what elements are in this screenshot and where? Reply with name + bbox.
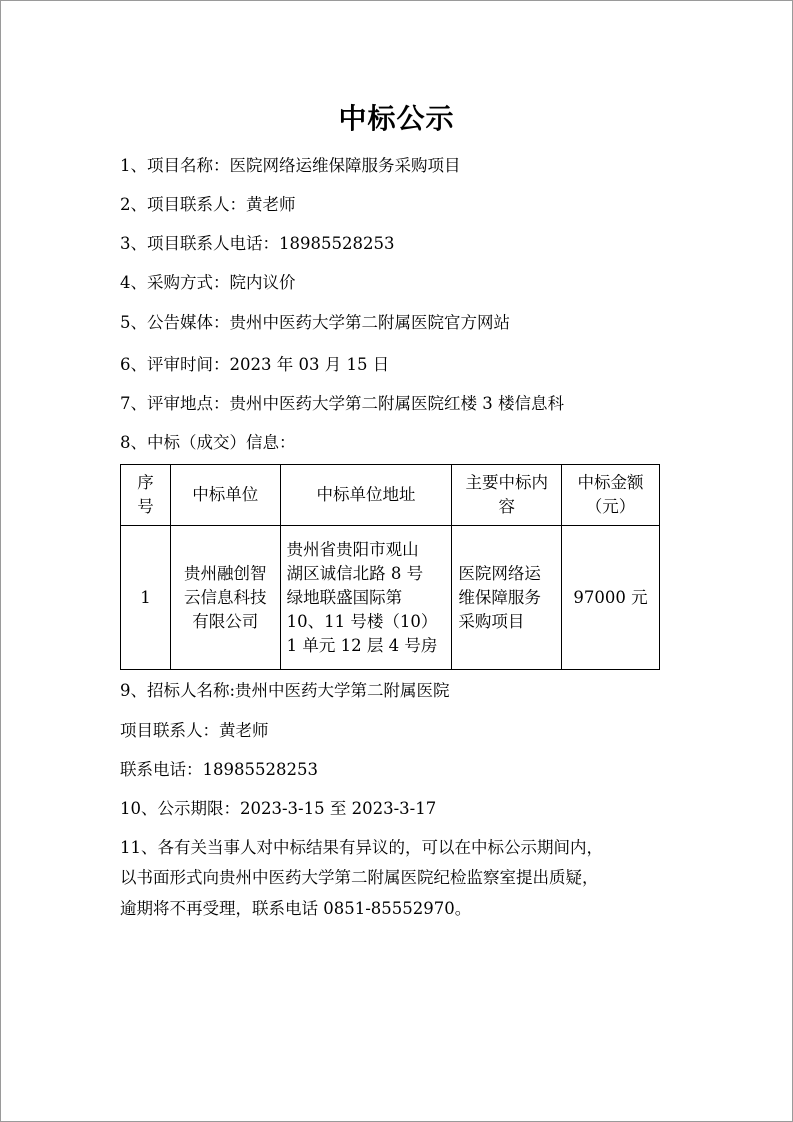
cell-amount: 97000 元 xyxy=(562,526,660,670)
item-contact-phone: 3、项目联系人电话：18985528253 xyxy=(120,234,395,253)
cell-seq: 1 xyxy=(121,526,171,670)
tender-period: 10、公示期限：2023-3-15 至 2023-3-17 xyxy=(120,799,437,818)
item-review-time: 6、评审时间：2023 年 03 月 15 日 xyxy=(120,355,390,374)
cell-unit: 贵州融创智 云信息科技 有限公司 xyxy=(170,526,280,670)
item-review-place: 7、评审地点：贵州中医药大学第二附属医院红楼 3 楼信息科 xyxy=(120,394,564,413)
item-contact: 2、项目联系人：黄老师 xyxy=(120,195,296,214)
header-seq: 序 号 xyxy=(121,465,171,526)
award-table xyxy=(120,464,660,670)
objection-line-3: 逾期将不再受理，联系电话 0851-85552970。 xyxy=(120,899,472,918)
cell-address: 贵州省贵阳市观山 湖区诚信北路 8 号 绿地联盛国际第 10、11 号楼（10） 1 单元 12 层 4 号房 xyxy=(280,526,452,670)
table-row xyxy=(121,526,660,670)
tender-name: 9、招标人名称:贵州中医药大学第二附属医院 xyxy=(120,681,450,700)
item-method: 4、采购方式：院内议价 xyxy=(120,273,296,292)
cell-content: 医院网络运 维保障服务 采购项目 xyxy=(452,526,562,670)
objection-line-1: 11、各有关当事人对中标结果有异议的，可以在中标公示期间内， xyxy=(120,838,603,857)
item-award-info: 8、中标（成交）信息： xyxy=(120,433,296,452)
table-header-row xyxy=(121,465,660,526)
header-unit: 中标单位 xyxy=(170,465,280,526)
item-media: 5、公告媒体：贵州中医药大学第二附属医院官方网站 xyxy=(120,313,510,332)
header-content: 主要中标内 容 xyxy=(452,465,562,526)
item-project-name: 1、项目名称：医院网络运维保障服务采购项目 xyxy=(120,156,461,175)
objection-line-2: 以书面形式向贵州中医药大学第二附属医院纪检监察室提出质疑， xyxy=(120,868,599,887)
tender-contact: 项目联系人：黄老师 xyxy=(120,721,269,740)
header-address: 中标单位地址 xyxy=(280,465,452,526)
page-title: 中标公示 xyxy=(338,102,455,135)
header-amount: 中标金额 （元） xyxy=(562,465,660,526)
tender-phone: 联系电话：18985528253 xyxy=(120,760,318,779)
